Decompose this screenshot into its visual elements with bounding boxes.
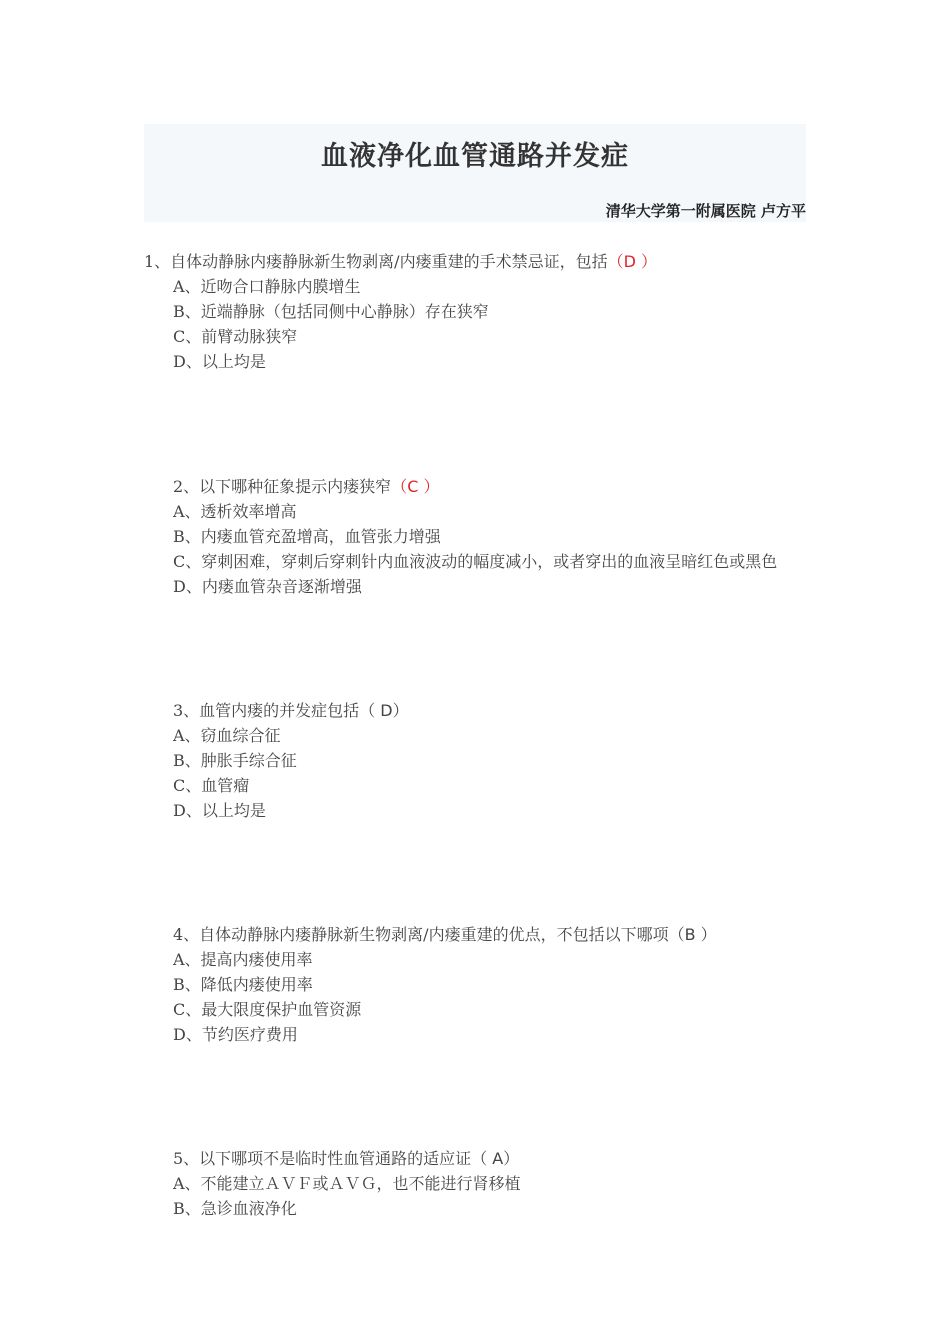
option: D、节约医疗费用 bbox=[173, 1025, 298, 1044]
option: B、肿胀手综合征 bbox=[173, 751, 297, 770]
answer-mark: （ A） bbox=[471, 1149, 520, 1168]
question-text: 3、血管内瘘的并发症包括 bbox=[173, 701, 360, 720]
page-title: 血液净化血管通路并发症 bbox=[321, 141, 629, 172]
option: C、最大限度保护血管资源 bbox=[173, 1000, 362, 1019]
question-text: 2、以下哪种征象提示内瘘狭窄 bbox=[173, 477, 392, 496]
answer-mark: （ D） bbox=[359, 701, 409, 720]
question-5-stem bbox=[173, 1146, 519, 1169]
option: A、提高内瘘使用率 bbox=[173, 950, 313, 969]
option: B、急诊血液净化 bbox=[173, 1199, 297, 1218]
option: A、透析效率增高 bbox=[173, 502, 297, 521]
option: A、不能建立ＡＶＦ或ＡＶＧ，也不能进行肾移植 bbox=[173, 1174, 521, 1193]
question-1-stem bbox=[144, 249, 657, 272]
question-3-stem bbox=[173, 698, 409, 721]
answer-mark: （D ） bbox=[607, 252, 657, 271]
option: A、窃血综合征 bbox=[173, 726, 281, 745]
title-banner bbox=[144, 124, 806, 222]
option: C、血管瘤 bbox=[173, 776, 250, 795]
question-text: 1、自体动静脉内瘘静脉新生物剥离/内瘘重建的手术禁忌证，包括 bbox=[144, 252, 608, 271]
option: A、近吻合口静脉内膜增生 bbox=[173, 277, 361, 296]
answer-mark: （C ） bbox=[391, 477, 440, 496]
question-text: 5、以下哪项不是临时性血管通路的适应证 bbox=[173, 1149, 472, 1168]
option: B、内瘘血管充盈增高，血管张力增强 bbox=[173, 527, 441, 546]
option: B、近端静脉（包括同侧中心静脉）存在狭窄 bbox=[173, 302, 489, 321]
question-2-stem bbox=[173, 474, 439, 497]
option: C、穿刺困难，穿刺后穿刺针内血液波动的幅度减小，或者穿出的血液呈暗红色或黑色 bbox=[173, 552, 778, 571]
question-text: 4、自体动静脉内瘘静脉新生物剥离/内瘘重建的优点，不包括以下哪项 bbox=[173, 925, 669, 944]
option: D、以上均是 bbox=[173, 352, 266, 371]
question-4-stem bbox=[173, 922, 717, 945]
option: B、降低内瘘使用率 bbox=[173, 975, 313, 994]
author-line: 清华大学第一附属医院 卢方平 bbox=[605, 202, 806, 220]
option: D、以上均是 bbox=[173, 801, 266, 820]
option: C、前臂动脉狭窄 bbox=[173, 327, 298, 346]
answer-mark: （B ） bbox=[668, 925, 717, 944]
option: D、内瘘血管杂音逐渐增强 bbox=[173, 577, 362, 596]
